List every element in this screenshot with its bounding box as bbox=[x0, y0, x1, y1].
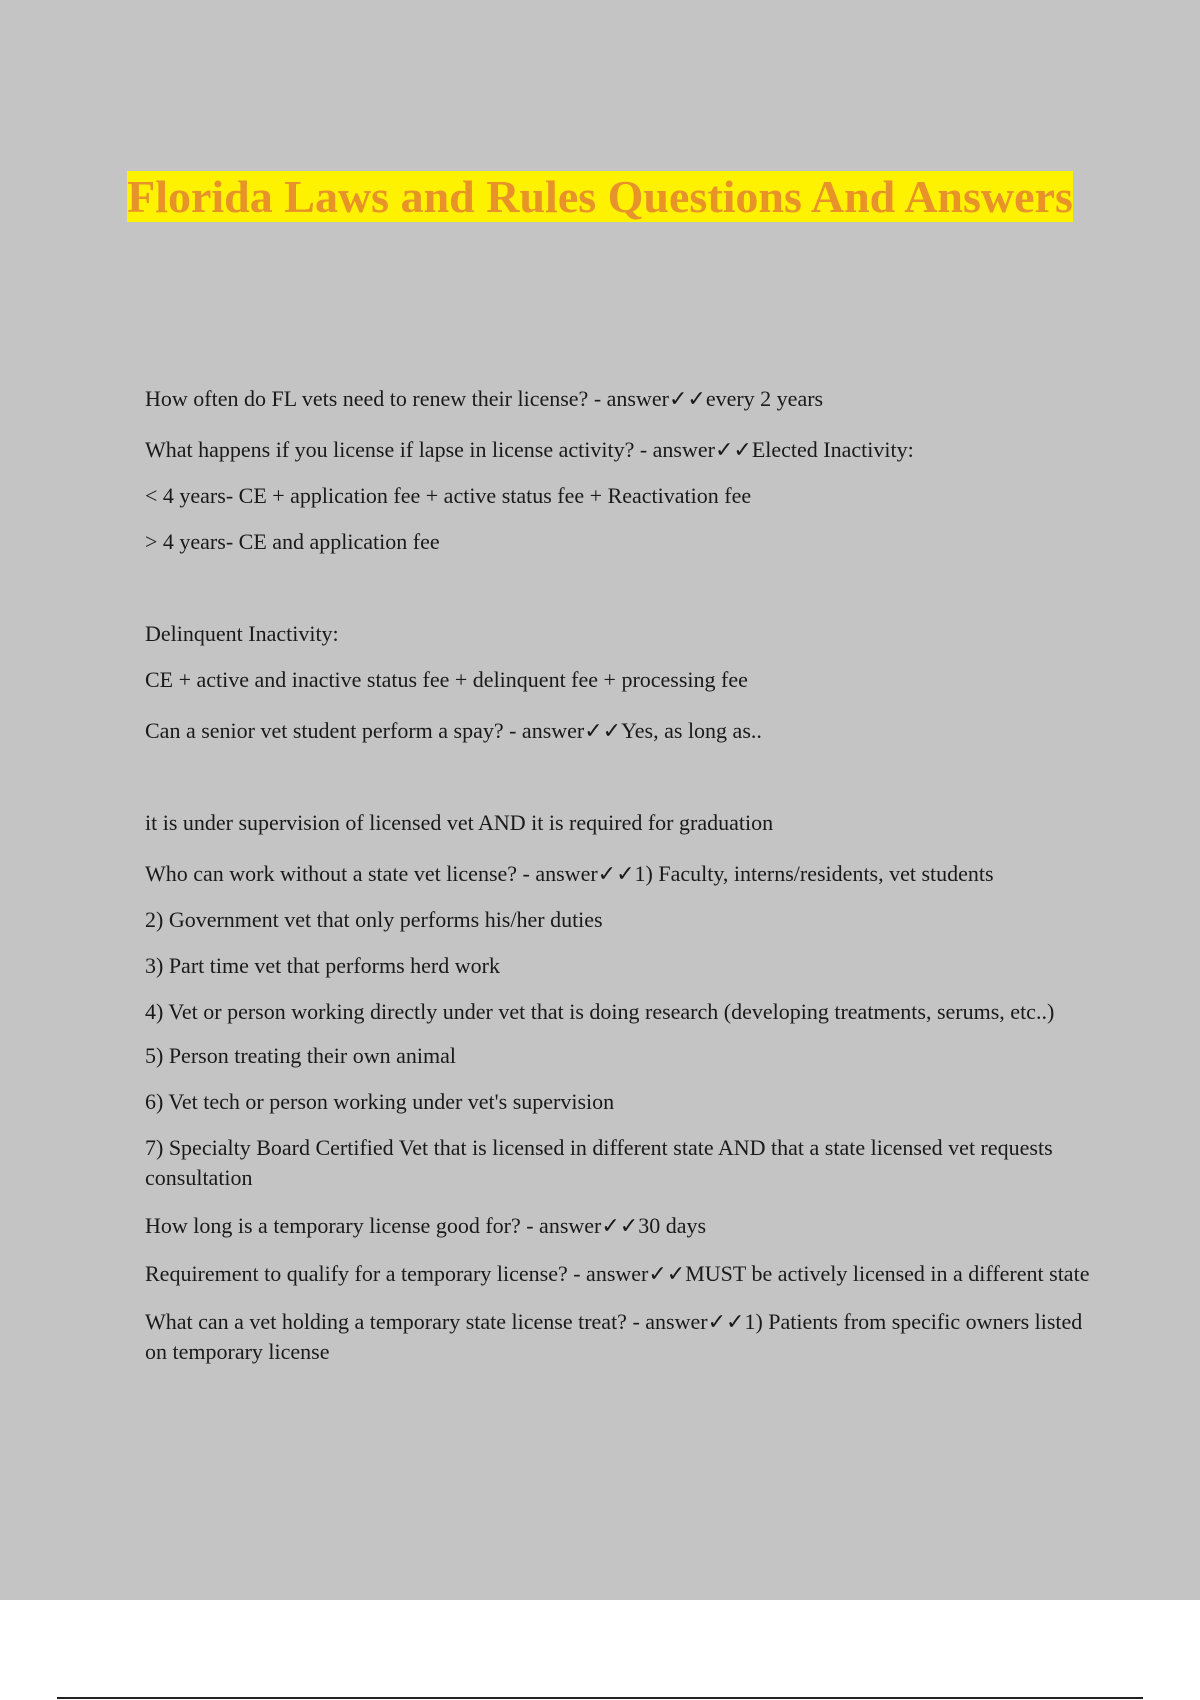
qa-line-over-4: > 4 years- CE and application fee bbox=[145, 529, 440, 554]
qa-line-temp-duration: How long is a temporary license good for? - answer✓✓30 days bbox=[145, 1213, 707, 1238]
qa-line-renew: How often do FL vets need to renew their license? - answer✓✓every 2 years bbox=[145, 386, 824, 411]
qa-line-lapse: What happens if you license if lapse in license activity? - answer✓✓Elected Inactivity: bbox=[145, 437, 914, 462]
qa-line-item-7: 7) Specialty Board Certified Vet that is licensed in different state AND that a state licensed vet requests consultation bbox=[145, 1135, 1053, 1190]
qa-line-item-3: 3) Part time vet that performs herd work bbox=[145, 953, 500, 978]
qa-line-delinquent: Delinquent Inactivity: bbox=[145, 621, 339, 646]
qa-line-temp-requirement: Requirement to qualify for a temporary license? - answer✓✓MUST be actively licensed in a different state bbox=[145, 1261, 1090, 1286]
document-body bbox=[145, 384, 1090, 1367]
qa-line-spay: Can a senior vet student perform a spay? - answer✓✓Yes, as long as.. bbox=[145, 718, 762, 743]
qa-line-item-4: 4) Vet or person working directly under vet that is doing research (developing treatments, serums, etc..) bbox=[145, 999, 1055, 1024]
qa-line-temp-treat: What can a vet holding a temporary state license treat? - answer✓✓1) Patients from specific owners listed on temporary license bbox=[145, 1309, 1083, 1364]
qa-line-item-2: 2) Government vet that only performs his/her duties bbox=[145, 907, 603, 932]
footer-divider bbox=[57, 1697, 1143, 1699]
qa-line-item-6: 6) Vet tech or person working under vet's supervision bbox=[145, 1089, 615, 1114]
qa-line-who-can-work: Who can work without a state vet license? - answer✓✓1) Faculty, interns/residents, vet students bbox=[145, 861, 994, 886]
qa-line-delinquent-fees: CE + active and inactive status fee + delinquent fee + processing fee bbox=[145, 667, 748, 692]
qa-line-under-4: < 4 years- CE + application fee + active status fee + Reactivation fee bbox=[145, 483, 752, 508]
qa-line-supervision: it is under supervision of licensed vet AND it is required for graduation bbox=[145, 810, 774, 835]
qa-line-item-5: 5) Person treating their own animal bbox=[145, 1043, 456, 1068]
title-block bbox=[0, 166, 1200, 227]
document-title: Florida Laws and Rules Questions And Answers bbox=[127, 171, 1073, 222]
